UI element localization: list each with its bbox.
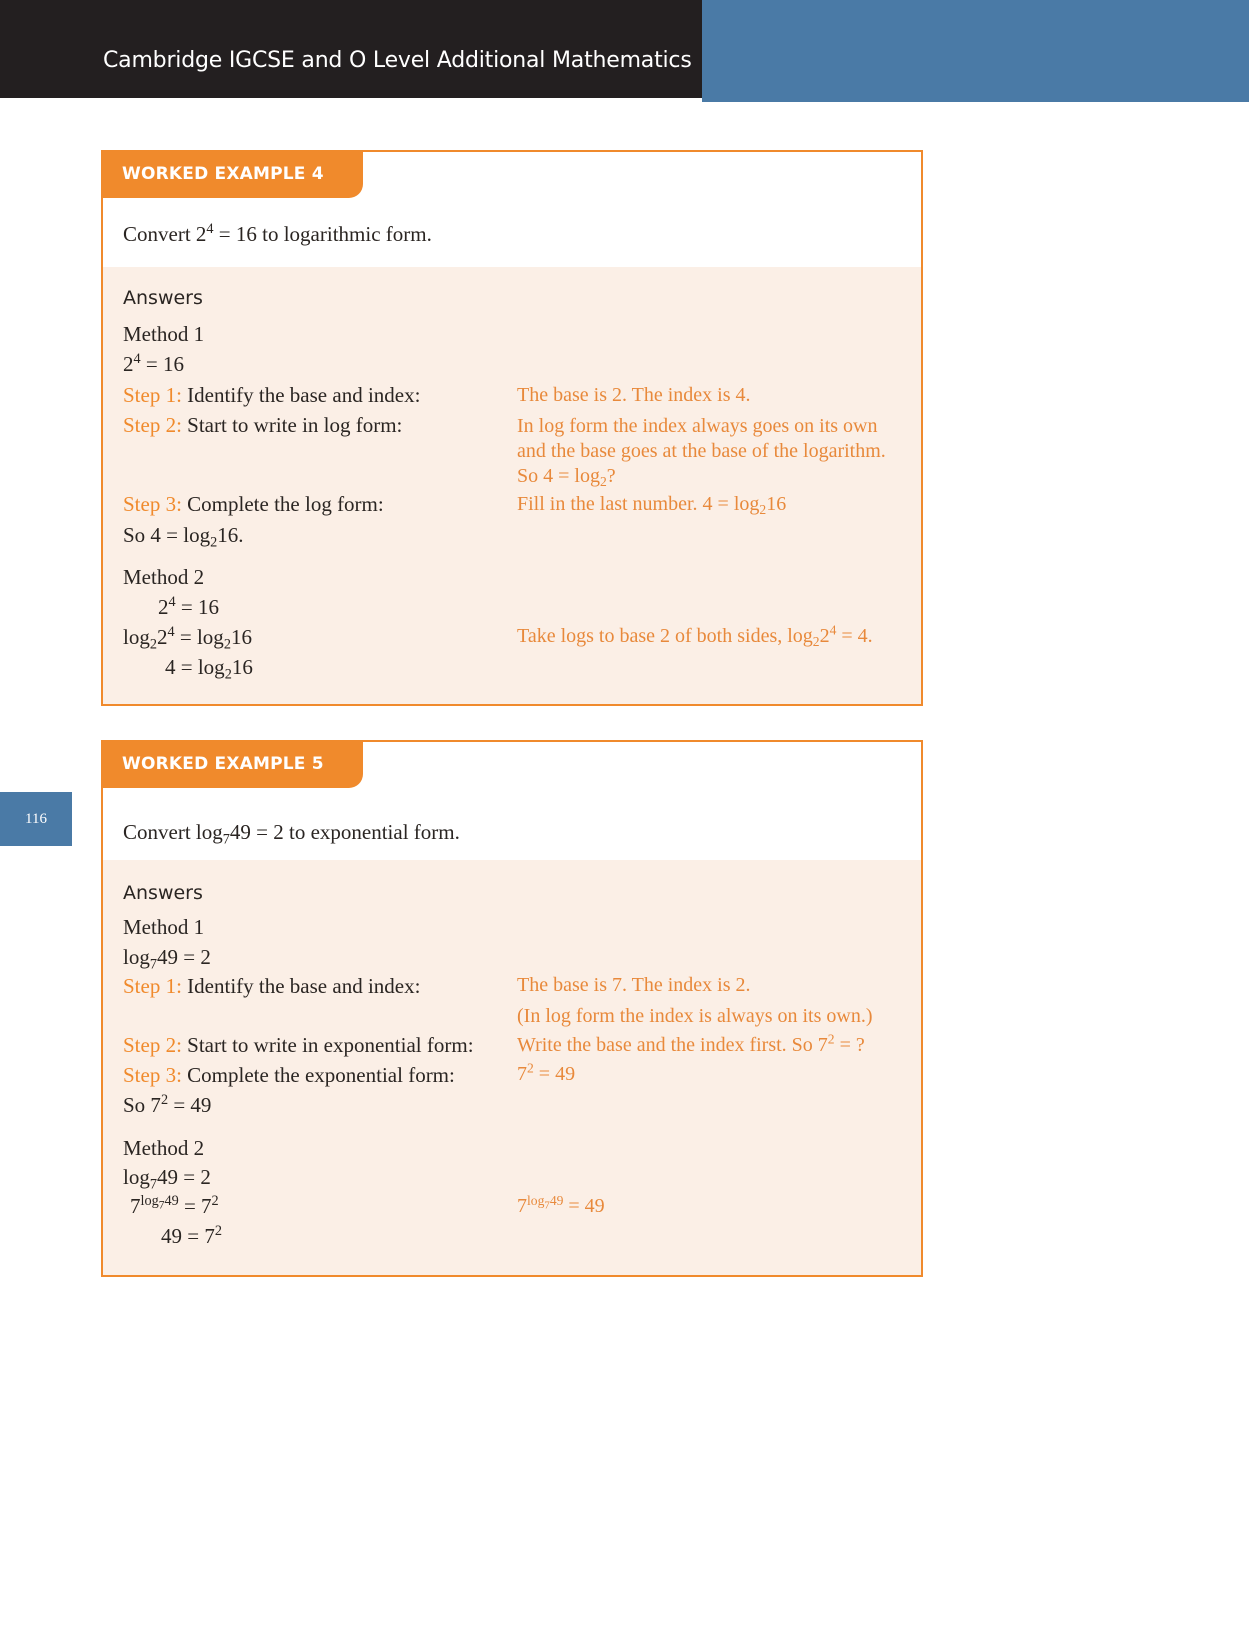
method-equation: $7^{log_749} = 7^2$ [130, 1193, 219, 1218]
step-text: Complete the exponential form: [187, 1063, 455, 1087]
method-result: So $4 = \log_216$. [123, 523, 244, 551]
worked-example-5 [101, 740, 923, 1277]
method-equation: $\log_22^4 = \log_216$ [123, 624, 252, 653]
step-label: Step 1: [123, 974, 182, 998]
step-note: Write the base and the index first. So $7^2$ = ? [517, 1031, 865, 1056]
step-note: (In log form the index is always on its own.) [517, 1005, 873, 1027]
header-accent-bar [702, 0, 1249, 102]
method-result: So $7^2 = 49$ [123, 1092, 212, 1117]
answers-heading: Answers [123, 882, 203, 904]
step-text: Start to write in exponential form: [187, 1033, 474, 1057]
step-note: $7^2 = 49$ [517, 1060, 576, 1085]
step-text: Identify the base and index: [187, 383, 421, 407]
step-label: Step 3: [123, 1063, 182, 1087]
answers-panel [103, 860, 921, 1275]
method-start-equation: $\log_749 = 2$ [123, 945, 211, 973]
step-1 [123, 383, 420, 408]
page-number: 116 [0, 792, 72, 846]
step-text: Identify the base and index: [187, 974, 421, 998]
answers-panel [103, 267, 921, 704]
step-text: Start to write in log form: [187, 413, 403, 437]
step-note: Fill in the last number. $4 = \log_216$ [517, 493, 787, 518]
method-heading: Method 2 [123, 565, 205, 589]
step-note: $7^{log_749} = 49$ [517, 1192, 605, 1217]
method-heading: Method 2 [123, 1136, 205, 1160]
method-equation: $2^4 = 16$ [158, 594, 219, 619]
step-1 [123, 974, 420, 999]
step-3 [123, 492, 384, 517]
example-question: Convert $\log_749 = 2$ to exponential form. [123, 820, 460, 848]
step-text: Complete the log form: [187, 492, 384, 516]
method-heading: Method 1 [123, 915, 205, 939]
method-equation: $4 = \log_216$ [165, 655, 253, 683]
step-3 [123, 1063, 455, 1088]
step-note: The base is 7. The index is 2. [517, 974, 751, 996]
step-note: The base is 2. The index is 4. [517, 384, 751, 406]
step-2 [123, 413, 402, 438]
method-equation: $49 = 7^2$ [161, 1223, 222, 1248]
step-label: Step 2: [123, 1033, 182, 1057]
step-note: Take logs to base 2 of both sides, $\log_22^4 = 4$. [517, 622, 873, 650]
step-label: Step 1: [123, 383, 182, 407]
step-note: In log form the index always goes on its own and the base goes at the base of the logarithm. So $4 = \log_2$? [517, 415, 886, 490]
example-question: Convert $2^4 = 16$ to logarithmic form. [123, 221, 432, 246]
book-title: Cambridge IGCSE and O Level Additional Mathematics [103, 48, 692, 73]
step-label: Step 3: [123, 492, 182, 516]
example-label: WORKED EXAMPLE 5 [101, 740, 363, 788]
example-label: WORKED EXAMPLE 4 [101, 150, 363, 198]
method-start-equation: $2^4 = 16$ [123, 351, 184, 376]
step-2 [123, 1033, 474, 1058]
answers-heading: Answers [123, 287, 203, 309]
method-equation: $\log_749 = 2$ [123, 1165, 211, 1193]
method-heading: Method 1 [123, 322, 205, 346]
worked-example-4 [101, 150, 923, 706]
step-label: Step 2: [123, 413, 182, 437]
